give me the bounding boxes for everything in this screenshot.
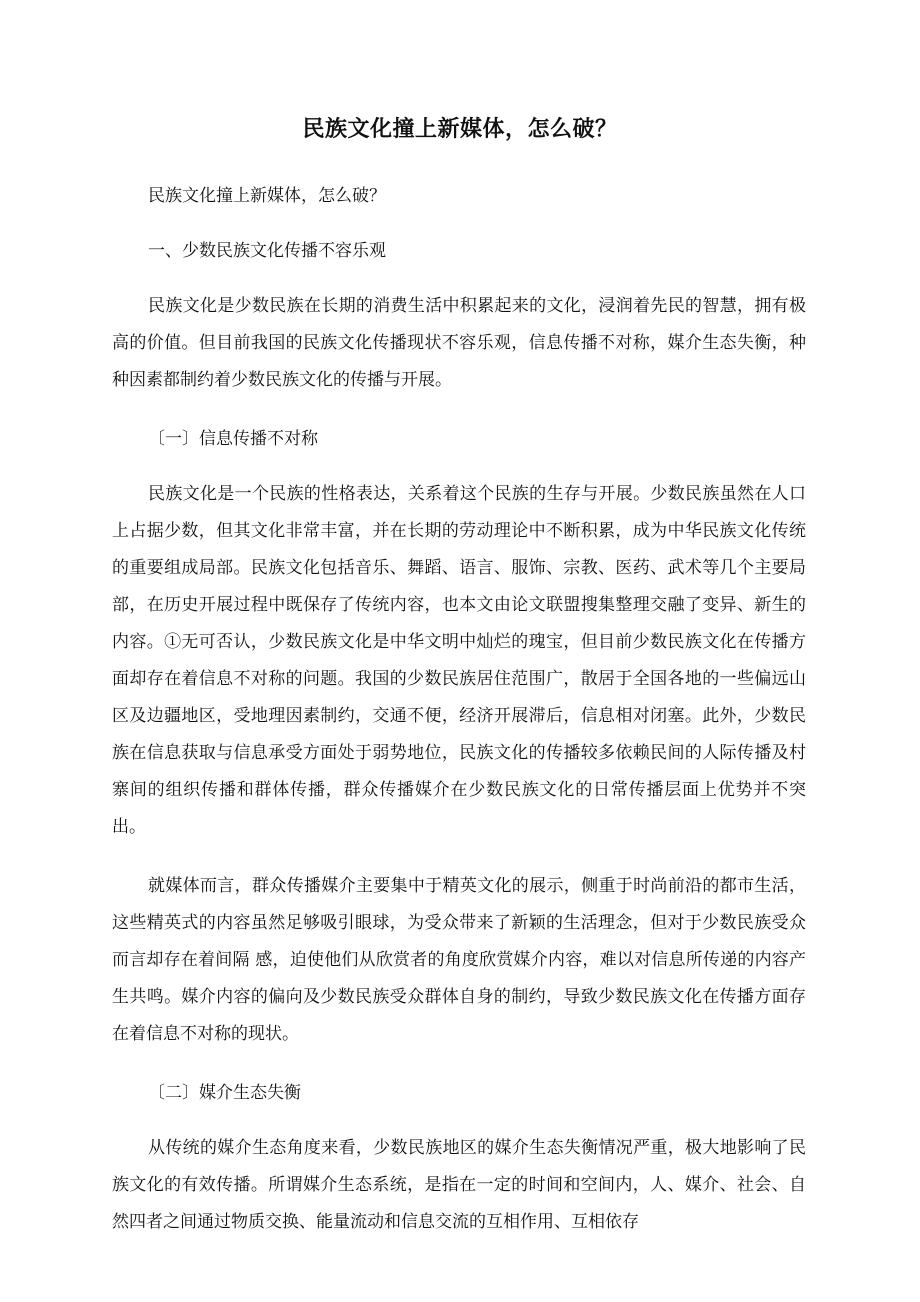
section-heading-1: 一、少数民族文化传播不容乐观 <box>148 241 386 261</box>
body-paragraph: 从传统的媒介生态角度来看，少数民族地区的媒介生态失衡情况严重，极大地影响了民族文化的有效传播。所谓媒介生态系统，是指在一定的时间和空间内，人、媒介、社会、自然四者之间通过物质交换、能量流动和信息交流的互相作用、互相依存 <box>112 1138 806 1232</box>
body-paragraph: 民族文化是一个民族的性格表达，关系着这个民族的生存与开展。少数民族虽然在人口上占据少数，但其文化非常丰富，并在长期的劳动理论中不断积累，成为中华民族文化传统的重要组成局部。民族文化包括音乐、舞蹈、语言、服饰、宗教、医药、武术等几个主要局部，在历史开展过程中既保存了传统内容，也本文由论文联盟搜集整理交融了变异、新生的内容。①无可否认，少数民族文化是中华文明中灿烂的瑰宝，但目前少数民族文化在传播方面却存在着信息不对称的问题。我国的少数民族居住范围广，散居于全国各地的一些偏远山区及边疆地区，受地理因素制约，交通不便，经济开展滞后，信息相对闭塞。此外，少数民族在信息获取与信息承受方面处于弱势地位，民族文化的传播较多依赖民间的人际传播及村寨间的组织传播和群体传播，群众传播媒介在少数民族文化的日常传播层面上优势并不突出。 <box>112 484 806 837</box>
subtitle-paragraph: 民族文化撞上新媒体，怎么破？ <box>148 186 386 206</box>
document-body <box>112 178 806 1263</box>
subsection-heading-1: 〔一〕信息传播不对称 <box>148 429 318 449</box>
document-title: 民族文化撞上新媒体，怎么破？ <box>302 116 618 142</box>
body-paragraph: 民族文化是少数民族在长期的消费生活中积累起来的文化，浸润着先民的智慧，拥有极高的价值。但目前我国的民族文化传播现状不容乐观，信息传播不对称，媒介生态失衡，种种因素都制约着少数民族文化的传播与开展。 <box>112 296 806 390</box>
subsection-heading-2: 〔二〕媒介生态失衡 <box>148 1083 301 1103</box>
body-paragraph: 就媒体而言，群众传播媒介主要集中于精英文化的展示，侧重于时尚前沿的都市生活，这些精英式的内容虽然足够吸引眼球，为受众带来了新颖的生活理念，但对于少数民族受众而言却存在着间隔 感，迫使他们从欣赏者的角度欣赏媒介内容，难以对信息所传递的内容产生共鸣。媒介内容的偏向及少数民族受众群体自身的制约，导致少数民族文化在传播方面存在着信息不对称的现状。 <box>112 876 806 1044</box>
